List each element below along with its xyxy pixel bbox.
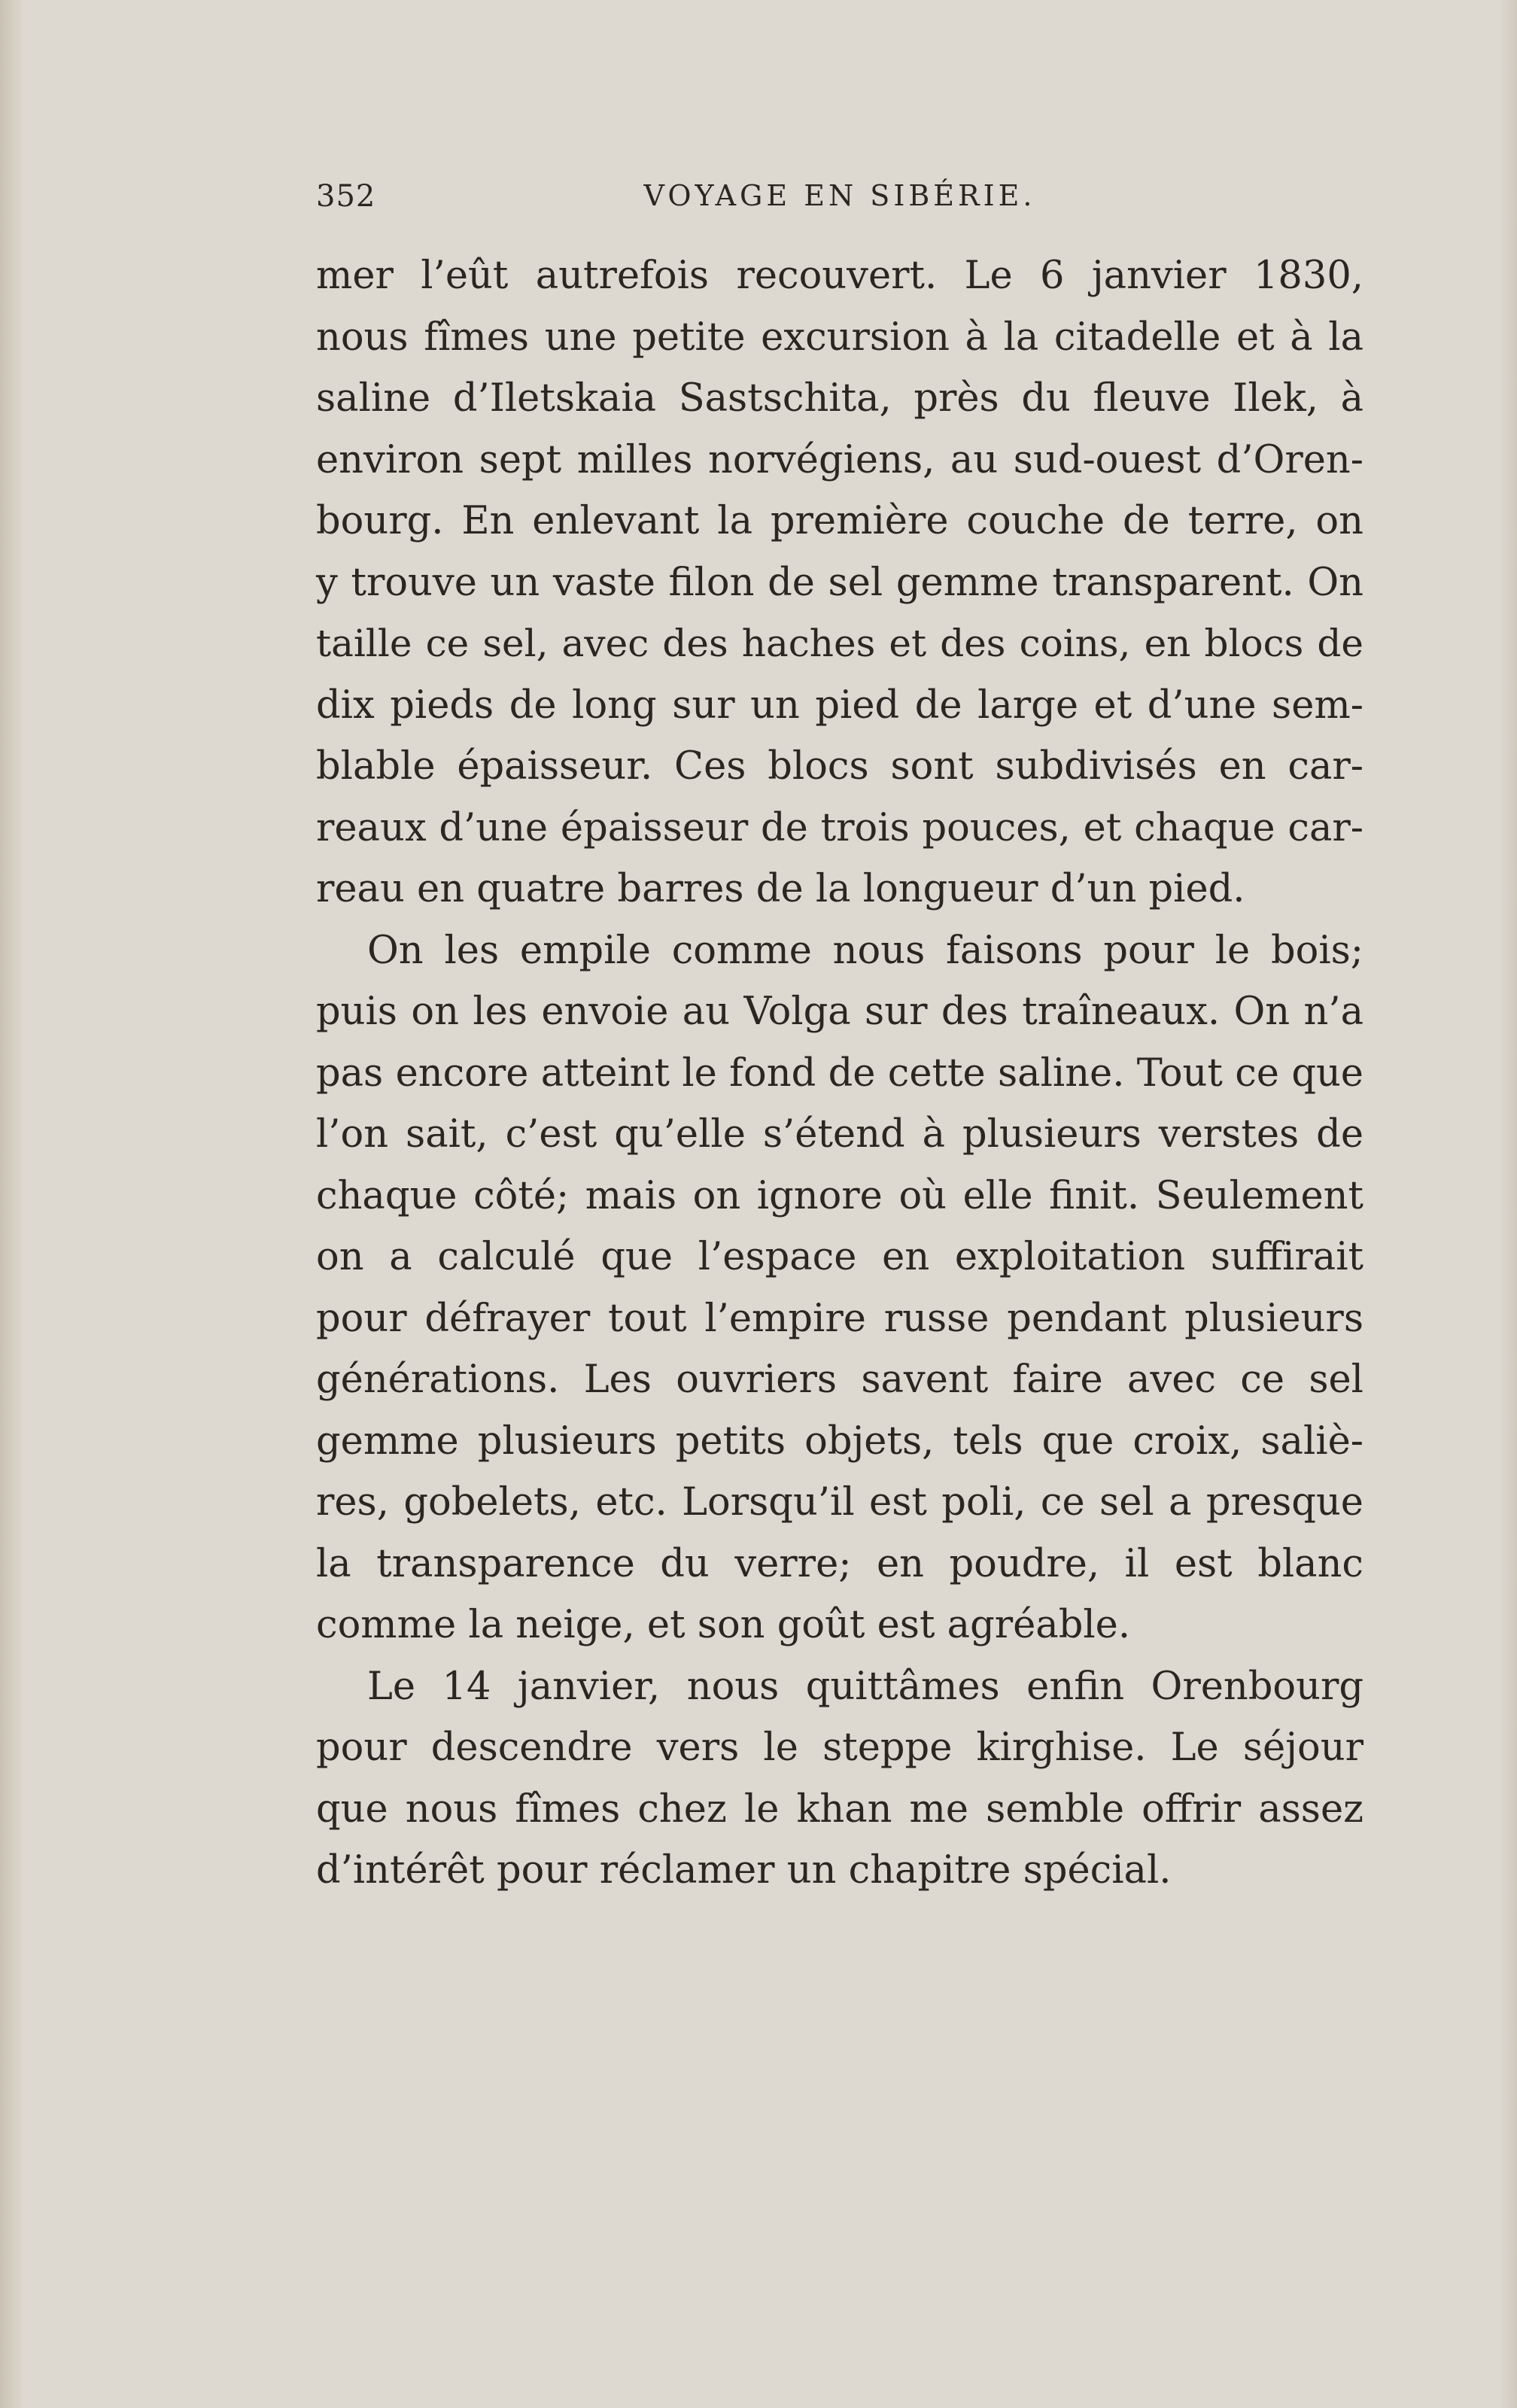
page-header xyxy=(316,179,1363,224)
text-line: reau en quatre barres de la longueur d’un pied. xyxy=(316,867,1245,911)
text-line: mer l’eût autrefois recouvert. Le 6 janvier 1830, xyxy=(316,254,1363,298)
text-line: blable épaisseur. Ces blocs sont subdivisés en car- xyxy=(316,744,1363,789)
body-text xyxy=(316,245,1363,1902)
paragraph xyxy=(316,245,1363,920)
text-line: la transparence du verre; en poudre, il est blanc xyxy=(316,1541,1363,1586)
text-line: chaque côté; mais on ignore où elle finit. Seulement xyxy=(316,1173,1363,1218)
text-line: taille ce sel, avec des haches et des coins, en blocs de xyxy=(316,622,1363,665)
running-title: VOYAGE EN SIBÉRIE. xyxy=(643,179,1036,212)
text-line: pour défrayer tout l’empire russe pendant plusieurs xyxy=(316,1296,1363,1341)
text-line: gemme plusieurs petits objets, tels que croix, saliè- xyxy=(316,1418,1363,1464)
text-line: l’on sait, c’est qu’elle s’étend à plusieurs verstes de xyxy=(316,1112,1363,1157)
text-line: puis on les envoie au Volga sur des traîneaux. On n’a xyxy=(316,990,1363,1034)
text-line: d’intérêt pour réclamer un chapitre spécial. xyxy=(316,1848,1172,1893)
page-number: 352 xyxy=(316,179,376,214)
text-line: On les empile comme nous faisons pour le bois; xyxy=(367,928,1363,973)
text-line: que nous fîmes chez le khan me semble offrir assez xyxy=(316,1786,1363,1832)
text-line: bourg. En enlevant la première couche de terre, on xyxy=(316,499,1363,543)
paragraph xyxy=(316,1656,1363,1902)
text-line: pour descendre vers le steppe kirghise. Le séjour xyxy=(316,1725,1363,1770)
text-line: pas encore atteint le fond de cette saline. Tout ce que xyxy=(316,1050,1363,1096)
paragraph xyxy=(316,920,1363,1656)
page-edge-left xyxy=(0,0,23,2408)
text-line: nous fîmes une petite excursion à la citadelle et à la xyxy=(316,315,1363,360)
text-line: générations. Les ouvriers savent faire avec ce sel xyxy=(316,1358,1363,1402)
text-line: environ sept milles norvégiens, au sud-ouest d’Oren- xyxy=(316,437,1363,482)
text-line: saline d’Iletskaia Sastschita, près du fleuve Ilek, à xyxy=(316,376,1363,421)
text-line: reaux d’une épaisseur de trois pouces, et chaque car- xyxy=(316,805,1363,850)
text-line: res, gobelets, etc. Lorsqu’il est poli, ce sel a presque xyxy=(316,1480,1363,1525)
text-line: dix pieds de long sur un pied de large et d’une sem- xyxy=(316,683,1363,728)
text-line: on a calculé que l’espace en exploitation suffirait xyxy=(316,1235,1363,1279)
page-edge-right xyxy=(1499,0,1517,2408)
text-line: y trouve un vaste filon de sel gemme transparent. On xyxy=(316,560,1363,605)
text-line: Le 14 janvier, nous quittâmes enfin Orenbourg xyxy=(367,1664,1363,1709)
text-line: comme la neige, et son goût est agréable. xyxy=(316,1603,1131,1647)
